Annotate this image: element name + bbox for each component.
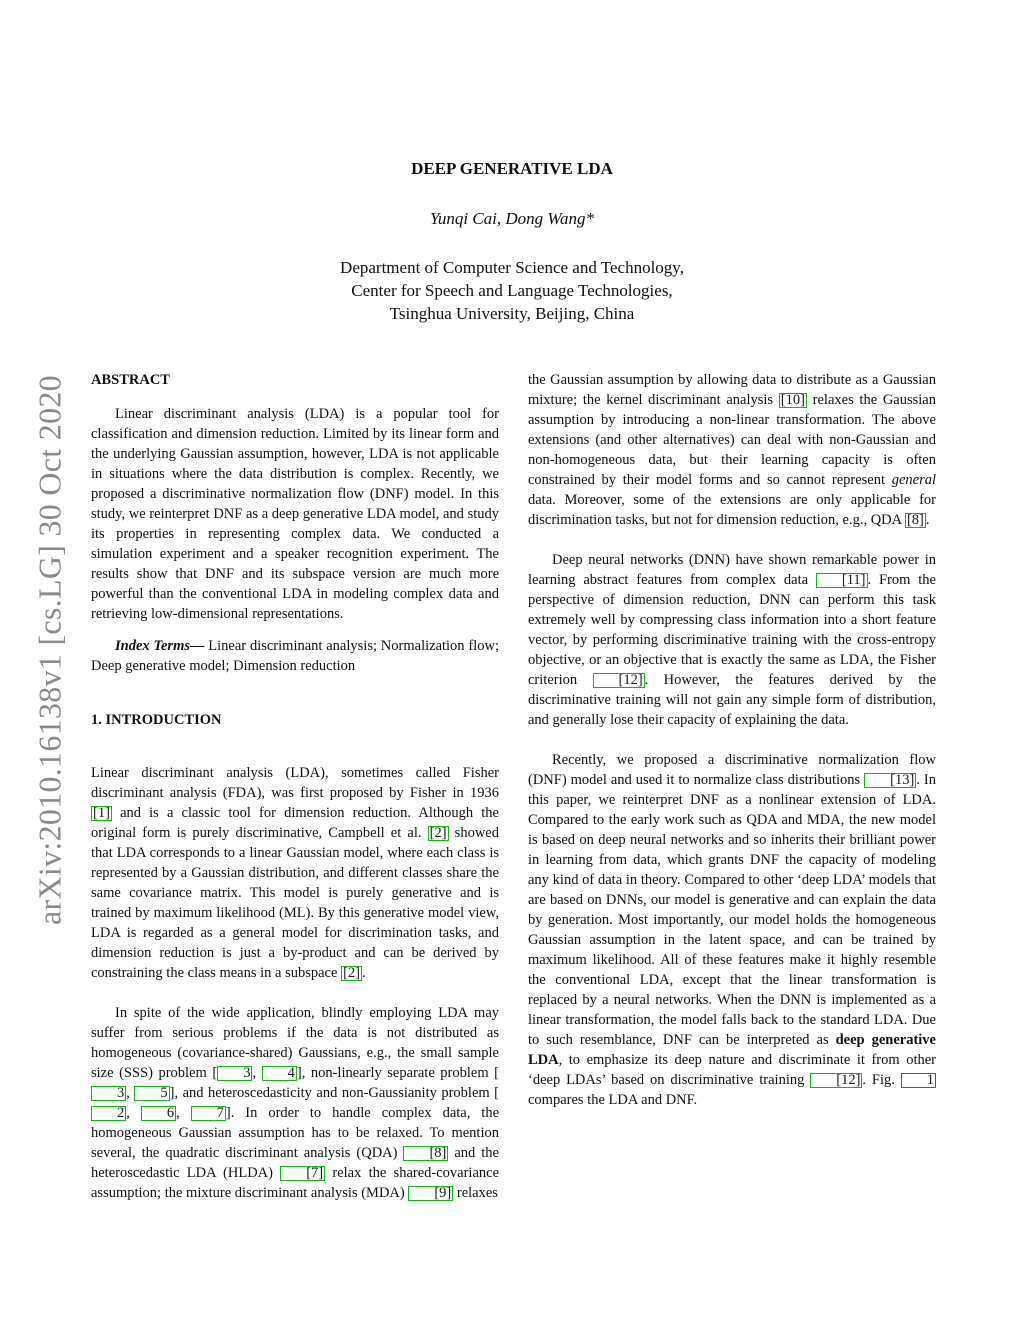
text-run: .	[361, 965, 366, 981]
citation-link[interactable]: [8]	[906, 512, 924, 528]
citation-link[interactable]: [8]	[403, 1146, 448, 1161]
paper-authors: Yunqi Cai, Dong Wang*	[429, 209, 595, 228]
text-run: ,	[126, 1085, 135, 1101]
text-run: . However, the features derived by the discriminative training will not gain any simple form of distribution, and generally lose their capacity of explaining the data.	[528, 672, 937, 728]
text-run: showed that LDA corresponds to a linear Gaussian model, where each class is represented by a Gaussian distribution, and different classes share the same covariance matrix. This model is purely generative and is trained by maximum likelihood (ML). By this generative model view, LDA is regarded as a general model for discrimination tasks, and dimension reduction is just a by-product and can be derived by constraining the class means in a subspace	[91, 825, 499, 981]
index-terms-text: Linear discriminant analysis; Normalization flow; Deep generative model; Dimension reduction	[91, 638, 499, 674]
text-run: and the heteroscedastic LDA (HLDA)	[91, 1145, 499, 1181]
text-run: Deep neural networks (DNN) have shown remarkable power in learning abstract features from complex data	[528, 552, 936, 588]
text-run: data. Moreover, some of the extensions are only applicable for discrimination tasks, but not for dimension reduction, e.g., QDA	[528, 492, 936, 528]
citation-link[interactable]: 7	[191, 1106, 226, 1121]
citation-link[interactable]: 2	[91, 1106, 126, 1121]
citation-link[interactable]: [2]	[343, 965, 360, 981]
text-run: ], and heteroscedasticity and non-Gaussianity problem [	[169, 1085, 500, 1101]
text-run: relaxes	[453, 1185, 498, 1201]
text-run: ,	[126, 1105, 141, 1121]
citation-link[interactable]: 6	[141, 1106, 176, 1121]
citation-link[interactable]: [10]	[780, 392, 805, 408]
right-column	[528, 370, 936, 1110]
citation-link[interactable]: 5	[134, 1086, 169, 1101]
intro-paragraph-2	[91, 1003, 499, 1203]
index-terms	[91, 636, 499, 676]
intro-paragraph-1	[91, 763, 499, 983]
citation-link[interactable]: [7]	[280, 1166, 325, 1181]
text-run: . Fig.	[862, 1072, 901, 1088]
citation-link[interactable]: [12]	[810, 1073, 862, 1088]
text-run: . In this paper, we reinterpret DNF as a nonlinear extension of LDA. Compared to the early work such as QDA and MDA, the new model is based on deep neural networks and so inherits their brilliant power in learning from data, which grants DNF the capacity of modeling any kind of data in theory. Compared to other ‘deep LDA’ models that are based on DNNs, our model is generative and can explain the data by generation. Most importantly, our model holds the homogeneous Gaussian assumption in the latent space, and can be trained by maximum likelihood. All of these features make it highly resemble the conventional LDA, except that the linear transformation is replaced by a neural networks. When the DNN is implemented as a linear transformation, the model falls back to the standard LDA. Due to such resemblance, DNF can be interpreted as	[528, 772, 936, 1048]
citation-link[interactable]: [11]	[816, 573, 868, 588]
abstract-text: Linear discriminant analysis (LDA) is a popular tool for classification and dimension reduction. Limited by its linear form and the underlying Gaussian assumption, however, LDA is not applicable in situations where the data distribution is complex. Recently, we proposed a discriminative normalization flow (DNF) model. In this study, we reinterpret DNF as a deep generative LDA model, and study its properties in representing complex data. We conducted a simulation experiment and a speaker recognition experiment. The results show that DNF and its subspace version are much more powerful than the conventional LDA in modeling complex data and retrieving low-dimensional representations.	[91, 406, 499, 622]
bold-text: deep generative LDA	[528, 1032, 936, 1068]
introduction-heading: 1. INTRODUCTION	[91, 712, 222, 728]
intro-paragraph-2-continued	[528, 370, 936, 530]
index-terms-label: Index Terms—	[115, 638, 205, 654]
citation-link[interactable]: [1]	[93, 805, 110, 821]
emphasis-text: general	[891, 472, 936, 488]
text-run: ], non-linearly separate problem [	[296, 1065, 500, 1081]
citation-link[interactable]: 3	[91, 1086, 126, 1101]
abstract-heading: ABSTRACT	[91, 372, 170, 388]
text-run: relax the shared-covariance assumption; the mixture discriminant analysis (MDA)	[91, 1165, 500, 1201]
citation-link[interactable]: [13]	[864, 773, 916, 788]
intro-paragraph-4	[528, 750, 936, 1110]
citation-link[interactable]: [2]	[429, 825, 447, 841]
text-run: the Gaussian assumption by allowing data to distribute as a Gaussian mixture; the kernel discriminant analysis	[528, 372, 936, 408]
text-run: ]. In order to handle complex data, the homogeneous Gaussian assumption has to be relaxed. To mention several, the quadratic discriminant analysis (QDA)	[91, 1105, 500, 1161]
citation-link[interactable]: [12]	[593, 673, 645, 688]
affiliation-line: Tsinghua University, Beijing, China	[389, 304, 635, 323]
left-column	[91, 370, 499, 1203]
paper-title: DEEP GENERATIVE LDA	[411, 159, 613, 178]
intro-paragraph-3	[528, 550, 936, 730]
text-run: . From the perspective of dimension reduction, DNN can perform this task extremely well by compressing class information into a short feature vector, by performing discriminative training with the cross-entropy objective, or an objective that is exactly the same as LDA, the Fisher criterion	[528, 572, 936, 688]
text-run: .	[925, 512, 930, 528]
citation-link[interactable]: [9]	[408, 1186, 453, 1201]
affiliation-block	[0, 256, 1024, 325]
text-run: Linear discriminant analysis (LDA), sometimes called Fisher discriminant analysis (FDA), was first proposed by Fisher in 1936	[91, 765, 499, 801]
affiliation-line: Center for Speech and Language Technologies,	[351, 281, 673, 300]
text-run: relaxes the Gaussian assumption by introducing a non-linear transformation. The above extensions (and other alternatives) can deal with non-Gaussian and non-homogeneous data, but their learning capacity is often constrained by their model forms and so cannot represent	[528, 392, 936, 488]
text-run: ,	[252, 1065, 262, 1081]
text-run: ,	[176, 1105, 191, 1121]
text-run: , to emphasize its deep nature and discriminate it from other ‘deep LDAs’ based on discriminative training	[528, 1052, 936, 1088]
text-run: and is a classic tool for dimension reduction. Although the original form is purely discriminative, Campbell et al.	[91, 805, 499, 841]
arxiv-identifier-text: arXiv:2010.16138v1 [cs.LG] 30 Oct 2020	[31, 375, 68, 925]
text-run: In spite of the wide application, blindly employing LDA may suffer from serious problems if the data is not distributed as homogeneous (covariance-shared) Gaussians, e.g., the small sample size (SSS) problem [	[91, 1005, 499, 1081]
text-run: compares the LDA and DNF.	[528, 1092, 698, 1108]
citation-link[interactable]: 3	[217, 1066, 252, 1081]
figure-link[interactable]: 1	[901, 1073, 936, 1088]
citation-link[interactable]: 4	[262, 1066, 297, 1081]
text-run: Recently, we proposed a discriminative normalization flow (DNF) model and used it to normalize class distributions	[528, 752, 936, 788]
affiliation-line: Department of Computer Science and Technology,	[340, 258, 684, 277]
